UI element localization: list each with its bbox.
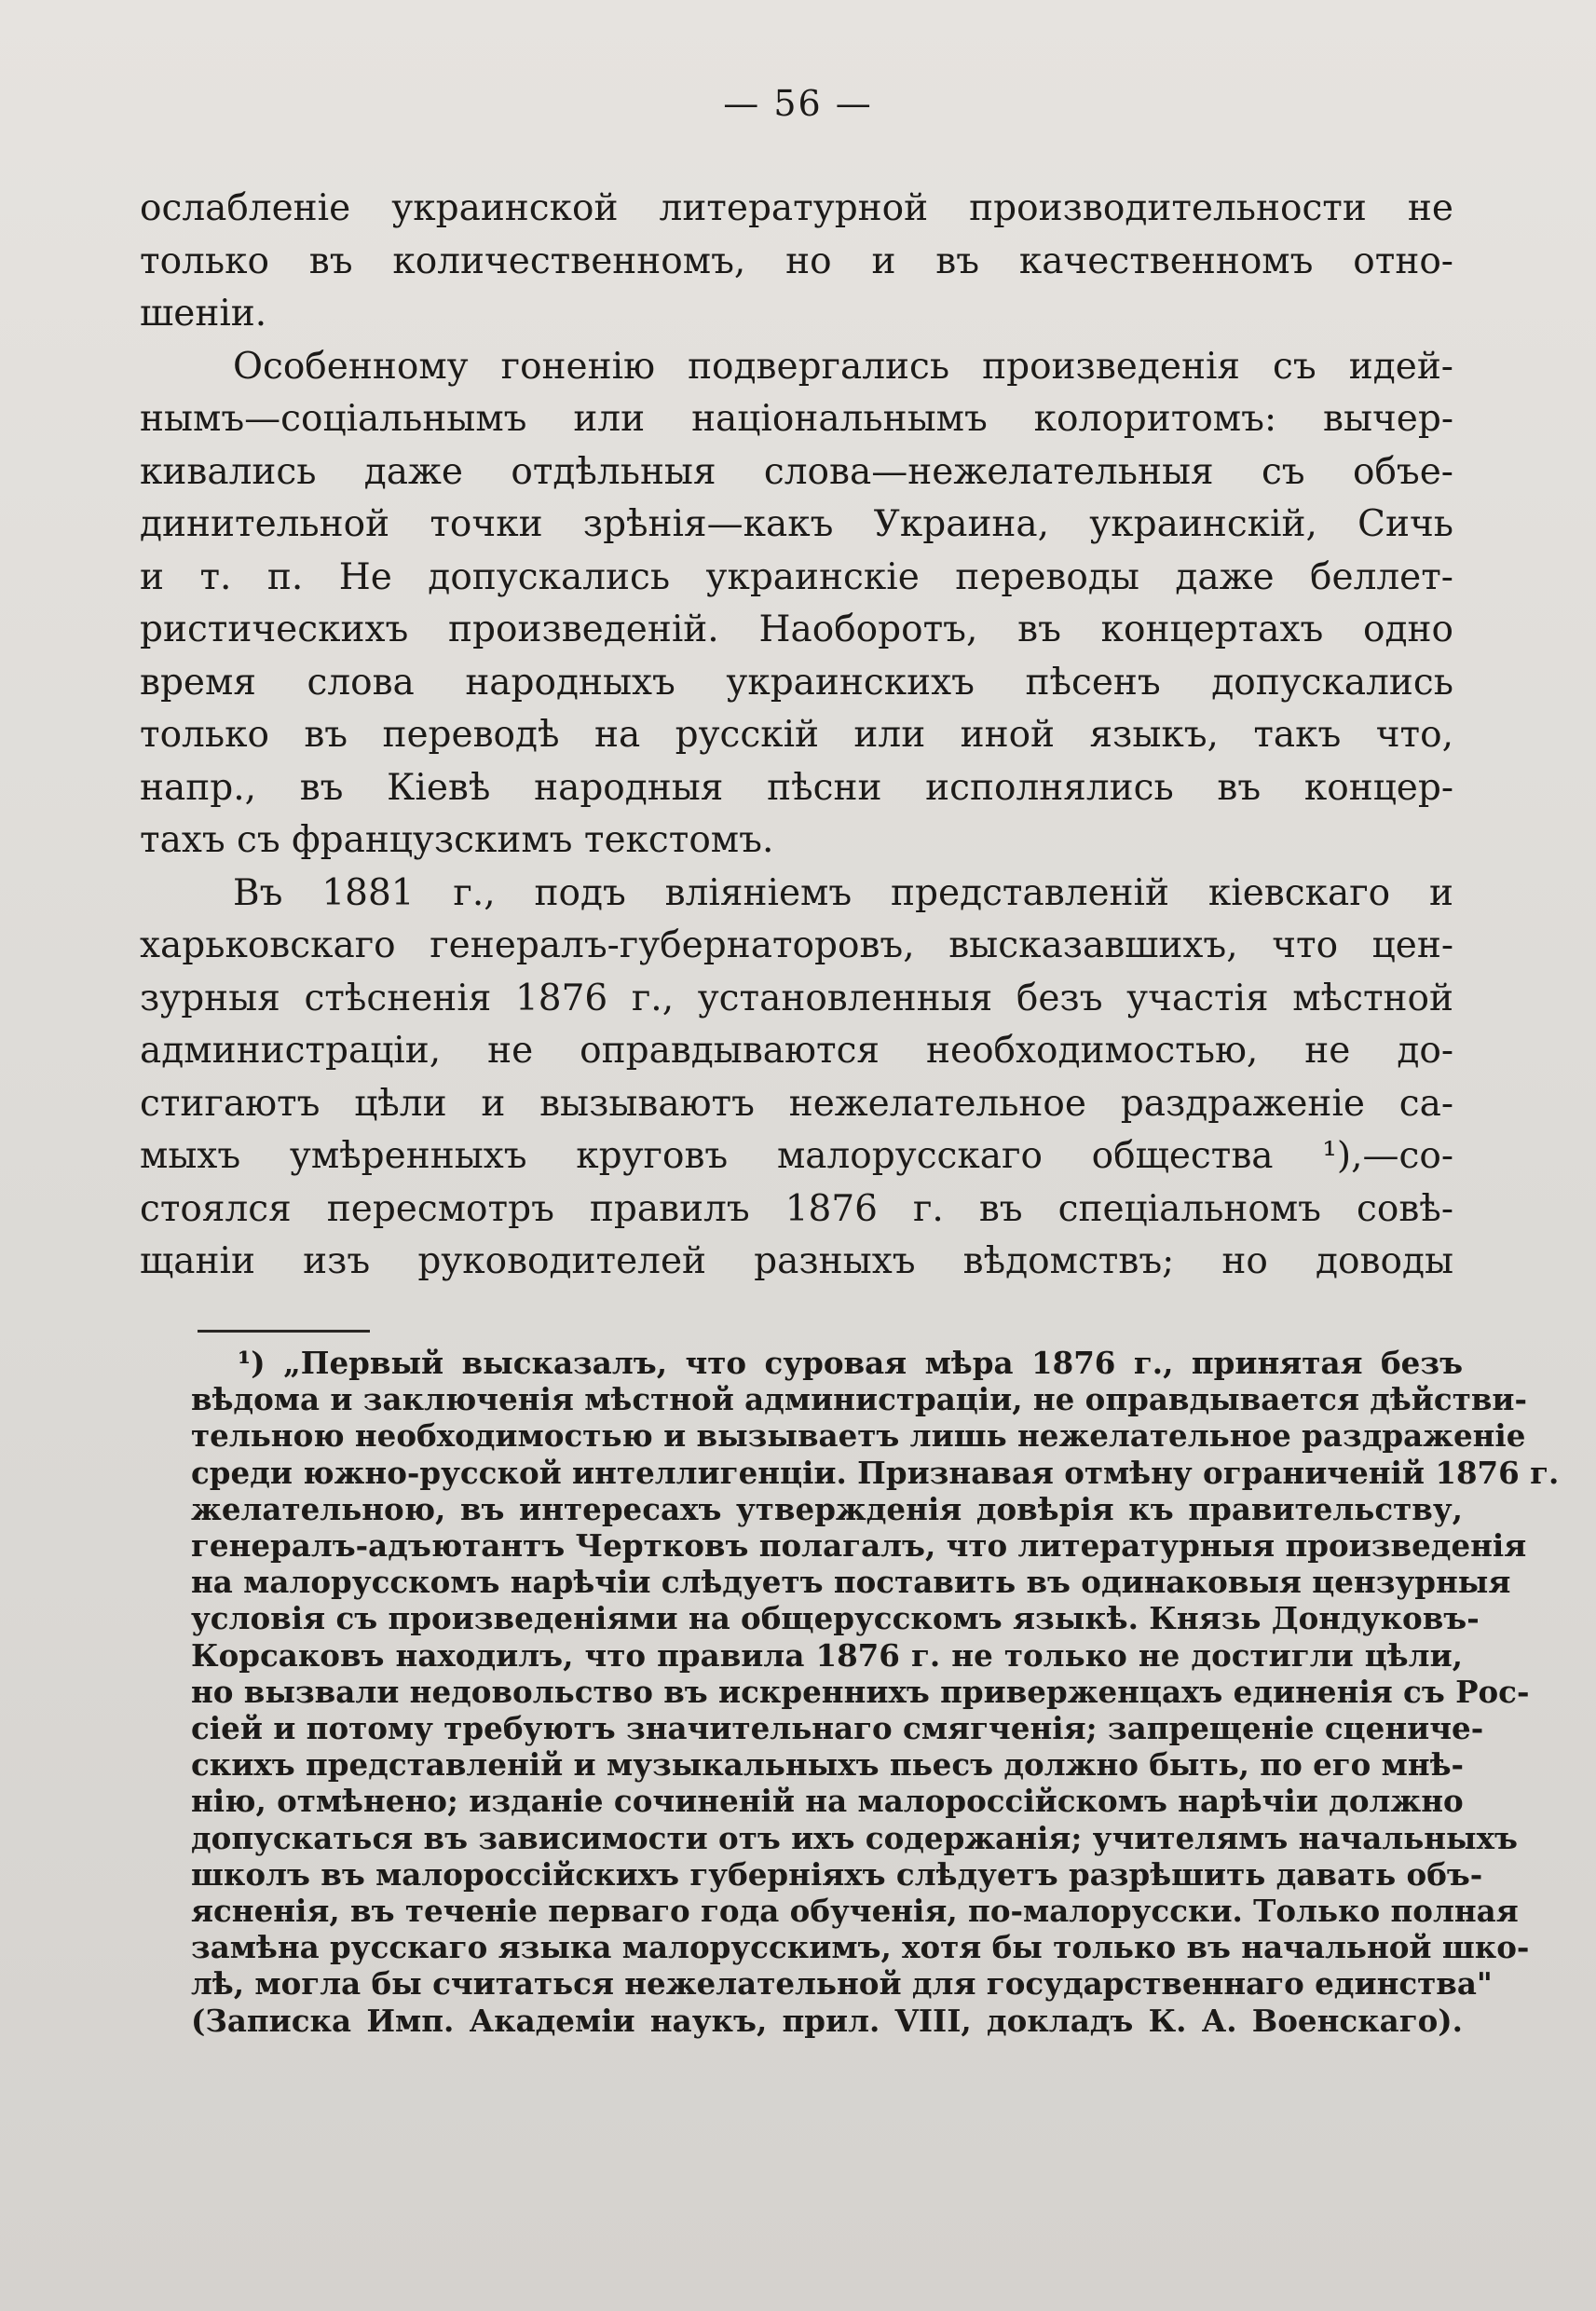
text-line: администраціи, не оправдываются необходимостью, не до- [140,1030,1453,1072]
main-text [140,183,1453,1289]
footnote-line: замѣна русскаго языка малорусскимъ, хотя бы только въ начальной шко- [191,1929,1530,1966]
footnote-line: желательною, въ интересахъ утвержденія довѣрія къ правительству, [191,1490,1463,1527]
text-line: динительной точки зрѣнія—какъ Украина, украинскій, Сичь [140,503,1453,545]
text-line: зурныя стѣсненія 1876 г., установленныя безъ участія мѣстной [140,977,1453,1019]
footnote-line: ¹) „Первый высказалъ, что суровая мѣра 1876 г., принятая безъ [238,1345,1463,1381]
footnote-line: сіей и потому требуютъ значительнаго смягченія; запрещеніе сцениче- [191,1710,1484,1747]
text-line: только въ количественномъ, но и въ качественномъ отно- [140,239,1453,282]
text-line: Особенному гоненію подвергались произведенія съ идей- [233,345,1453,388]
footnote-line: школъ въ малороссійскихъ губерніяхъ слѣдуетъ разрѣшить давать объ- [191,1855,1483,1893]
text-line: Въ 1881 г., подъ вліяніемъ представленій кіевскаго и [233,871,1453,914]
footnote-line: условія съ произведеніями на общерусскомъ языкѣ. Князь Дондуковъ- [191,1600,1480,1637]
footnote-line: лѣ, могла бы считаться нежелательной для государственнаго единства" [191,1965,1493,2003]
text-line: щаніи изъ руководителей разныхъ вѣдомствъ; но доводы [140,1240,1453,1282]
footnote-line: допускаться въ зависимости отъ ихъ содержанія; учителямъ начальныхъ [191,1819,1518,1856]
footnote-line: генералъ-адъютантъ Чертковъ полагалъ, что литературныя произведенія [191,1527,1527,1565]
footnote-line: ясненія, въ теченіе перваго года обученія, по-малорусски. Только полная [191,1893,1519,1930]
text-line: тахъ съ французскимъ текстомъ. [140,819,774,861]
footnote-line: скихъ представленій и музыкальныхъ пьесъ должно быть, по его мнѣ- [191,1746,1465,1784]
footnote-line: вѣдома и заключенія мѣстной администраціи, не оправдывается дѣйстви- [191,1381,1528,1418]
text-line: нымъ—соціальнымъ или національнымъ колоритомъ: вычер- [140,398,1453,440]
footnote [191,1345,1560,2039]
footnote-separator [198,1330,370,1333]
text-line: стоялся пересмотръ правилъ 1876 г. въ спеціальномъ совѣ- [140,1187,1453,1230]
text-line: стигаютъ цѣли и вызываютъ нежелательное раздраженіе са- [140,1082,1453,1125]
page-number: — 56 — [723,83,873,124]
text-line: кивались даже отдѣльныя слова—нежелательныя съ объе- [140,450,1453,493]
text-line: напр., въ Кіевѣ народныя пѣсни исполнялись въ концер- [140,766,1453,809]
text-line: ослабленіе украинской литературной производительности не [140,187,1453,229]
text-line: шеніи. [140,293,267,335]
footnote-line: (Записка Имп. Академіи наукъ, прил. VIII, докладъ К. А. Военскаго). [191,2002,1463,2039]
text-line: харьковскаго генералъ-губернаторовъ, высказавшихъ, что цен- [140,924,1453,966]
footnote-line: на малорусскомъ нарѣчіи слѣдуетъ поставить въ одинаковыя цензурныя [191,1564,1511,1601]
text-line: мыхъ умѣренныхъ круговъ малорусскаго общества ¹),—со- [140,1135,1453,1177]
text-line: ристическихъ произведеній. Наоборотъ, въ концертахъ одно [140,609,1453,650]
footnote-line: но вызвали недовольство въ искреннихъ приверженцахъ единенія съ Рос- [191,1673,1530,1710]
text-line: время слова народныхъ украинскихъ пѣсенъ допускались [140,661,1453,704]
text-line: только въ переводѣ на русскій или иной языкъ, такъ что, [140,714,1453,756]
footnote-line: нію, отмѣнено; изданіе сочиненій на малороссійскомъ нарѣчіи должно [191,1783,1464,1820]
text-line: и т. п. Не допускались украинскіе переводы даже беллет- [140,555,1453,598]
footnote-line: среди южно-русской интеллигенціи. Признавая отмѣну ограниченій 1876 г. [191,1454,1560,1491]
footnote-line: Корсаковъ находилъ, что правила 1876 г. не только не достигли цѣли, [191,1636,1463,1674]
footnote-line: тельною необходимостью и вызываетъ лишь нежелательное раздраженіе [191,1417,1526,1455]
